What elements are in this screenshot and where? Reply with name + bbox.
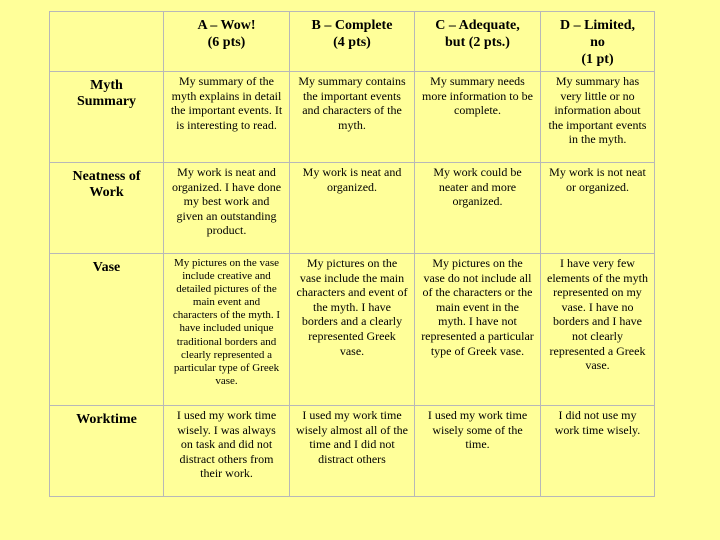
header-d-limited: D – Limited, no (1 pt) bbox=[541, 12, 655, 72]
corner-cell bbox=[50, 12, 164, 72]
cell-myth-summary-d: My summary has very little or no information about the important events in the myth. bbox=[541, 72, 655, 163]
header-c-adequate: C – Adequate, but (2 pts.) bbox=[415, 12, 541, 72]
cell-vase-d: I have very few elements of the myth represented on my vase. I have no borders and I have not clearly represented a Greek vase. bbox=[541, 254, 655, 406]
cell-myth-summary-a: My summary of the myth explains in detail the important events. It is interesting to read. bbox=[164, 72, 290, 163]
rubric-table bbox=[49, 11, 655, 497]
cell-neatness-b: My work is neat and organized. bbox=[290, 163, 415, 254]
header-a-wow: A – Wow! (6 pts) bbox=[164, 12, 290, 72]
cell-vase-a: My pictures on the vase include creative and detailed pictures of the main event and characters of the myth. I have included unique traditional borders and clearly represented a particular type of Greek vase. bbox=[164, 254, 290, 406]
row-label-vase: Vase bbox=[50, 254, 164, 406]
cell-worktime-c: I used my work time wisely some of the time. bbox=[415, 406, 541, 497]
cell-vase-b: My pictures on the vase include the main characters and event of the myth. I have borders and a clearly represented Greek vase. bbox=[290, 254, 415, 406]
header-row bbox=[50, 12, 655, 72]
cell-myth-summary-c: My summary needs more information to be complete. bbox=[415, 72, 541, 163]
table-row-worktime bbox=[50, 406, 655, 497]
cell-worktime-a: I used my work time wisely. I was always on task and did not distract others from their work. bbox=[164, 406, 290, 497]
table-row-vase bbox=[50, 254, 655, 406]
table-row-myth-summary bbox=[50, 72, 655, 163]
cell-neatness-a: My work is neat and organized. I have done my best work and given an outstanding product. bbox=[164, 163, 290, 254]
cell-vase-c: My pictures on the vase do not include all of the characters or the main event in the myth. I have not represented a particular type of Greek vase. bbox=[415, 254, 541, 406]
cell-worktime-b: I used my work time wisely almost all of the time and I did not distract others bbox=[290, 406, 415, 497]
cell-neatness-d: My work is not neat or organized. bbox=[541, 163, 655, 254]
table-row-neatness bbox=[50, 163, 655, 254]
cell-worktime-d: I did not use my work time wisely. bbox=[541, 406, 655, 497]
cell-myth-summary-b: My summary contains the important events and characters of the myth. bbox=[290, 72, 415, 163]
header-b-complete: B – Complete (4 pts) bbox=[290, 12, 415, 72]
row-label-worktime: Worktime bbox=[50, 406, 164, 497]
row-label-neatness: Neatness of Work bbox=[50, 163, 164, 254]
cell-neatness-c: My work could be neater and more organized. bbox=[415, 163, 541, 254]
row-label-myth-summary: Myth Summary bbox=[50, 72, 164, 163]
